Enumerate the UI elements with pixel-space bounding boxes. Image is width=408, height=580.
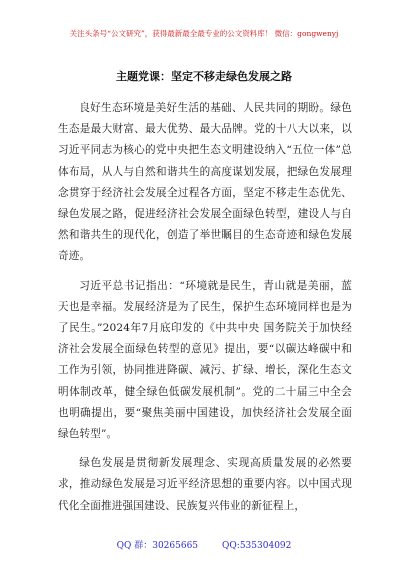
document-body <box>58 98 352 525</box>
paragraph-3: 绿色发展是贯彻新发展理念、实现高质量发展的必然要求，推动绿色发展是习近平经济思想的重要内容。以中国式现代化全面推进强国建设、民族复兴伟业的新征程上， <box>58 457 352 512</box>
header-note: 关注头条号“公文研究”，获得最新最全最专业的公文资料库！ 微信：gongwenyj <box>69 29 339 38</box>
footer-qq-number: QQ:535304092 <box>222 541 292 551</box>
footer-contact <box>0 538 408 551</box>
paragraph-2: 习近平总书记指出：“环境就是民生，青山就是美丽，蓝天也是幸福。发展经济是为了民生，保护生态环境同样也是为了民生。”2024年7月底印发的《中共中央 国务院关于加快经济社会发展全面绿色转型的意见》提出，要“以碳达峰碳中和工作为引领，协同推进降碳、减污、扩绿、增长，深化生态文明体制改革，健全绿色低碳发展机制”。党的二十届三中全会也明确提出，要“聚焦美丽中国建设，加快经济社会发展全面绿色转型”。 <box>58 279 352 441</box>
page-title: 主题党课：坚定不移走绿色发展之路 <box>116 70 292 83</box>
paragraph-1: 良好生态环境是美好生活的基础、人民共同的期盼。绿色生态是最大财富、最大优势、最大品牌。党的十八大以来，以习近平同志为核心的党中央把生态文明建设纳入“五位一体”总体布局，从人与自然和谐共生的高度谋划发展，把绿色发展理念贯穿于经济社会发展全过程各方面，坚定不移走生态优先、绿色发展之路，促进经济社会发展全面绿色转型，建设人与自然和谐共生的现代化，创造了举世瞩目的生态奇迹和绿色发展奇迹。 <box>58 102 352 263</box>
footer-qq-group: QQ 群：30265665 <box>116 541 199 551</box>
